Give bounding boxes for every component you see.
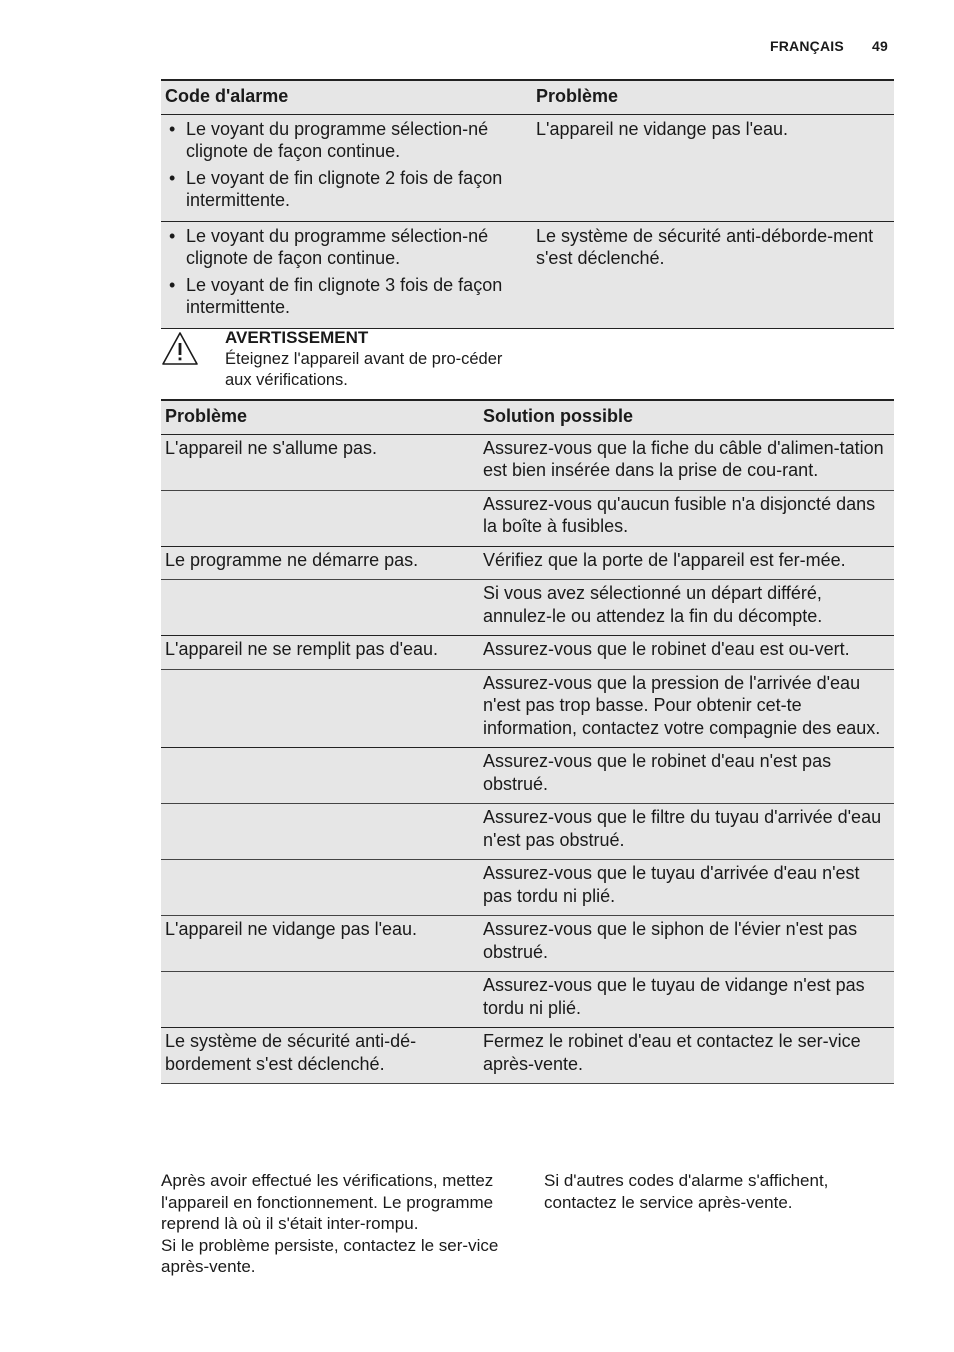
list-item: • Le voyant du programme sélection-né clignote de façon continue.: [165, 118, 528, 163]
solution-cell: Assurez-vous que le robinet d'eau n'est pas obstrué.: [479, 748, 894, 804]
table-row: [161, 1028, 894, 1084]
table-row: [161, 804, 894, 860]
column-header-problem: Problème: [532, 80, 894, 114]
problem-cell: [161, 580, 479, 636]
alarm-code-cell: [161, 221, 532, 328]
table-row: [161, 636, 894, 670]
table-row: [161, 972, 894, 1028]
table-row: [161, 669, 894, 748]
table-row: [161, 580, 894, 636]
column-header-solution: Solution possible: [479, 400, 894, 434]
list-item: • Le voyant de fin clignote 3 fois de façon intermittente.: [165, 274, 528, 319]
problem-cell: [161, 490, 479, 546]
problem-cell: L'appareil ne s'allume pas.: [161, 434, 479, 490]
solution-cell: Assurez-vous que le filtre du tuyau d'arrivée d'eau n'est pas obstrué.: [479, 804, 894, 860]
page-number: 49: [872, 38, 888, 54]
column-header-alarm-code: Code d'alarme: [161, 80, 532, 114]
problem-cell: Le système de sécurité anti-déborde-ment s'est déclenché.: [532, 221, 894, 328]
problem-cell: Le système de sécurité anti-dé-bordement s'est déclenché.: [161, 1028, 479, 1084]
table-row: [161, 114, 894, 221]
solution-cell: Vérifiez que la porte de l'appareil est fer-mée.: [479, 546, 894, 580]
footer-left-text: [161, 1170, 521, 1278]
paragraph: Si d'autres codes d'alarme s'affichent, contactez le service après-vente.: [544, 1171, 829, 1212]
table-row: [161, 221, 894, 328]
column-header-problem: Problème: [161, 400, 479, 434]
page-header: [770, 38, 888, 54]
solution-cell: Assurez-vous que la fiche du câble d'alimen-tation est bien insérée dans la prise de cou-rant.: [479, 434, 894, 490]
problem-cell: [161, 860, 479, 916]
solution-cell: Fermez le robinet d'eau et contactez le ser-vice après-vente.: [479, 1028, 894, 1084]
problem-cell: L'appareil ne se remplit pas d'eau.: [161, 636, 479, 670]
problem-cell: [161, 804, 479, 860]
list-item: • Le voyant du programme sélection-né clignote de façon continue.: [165, 225, 528, 270]
solution-cell: Assurez-vous que le tuyau de vidange n'est pas tordu ni plié.: [479, 972, 894, 1028]
troubleshooting-table: [161, 399, 894, 1084]
table-row: [161, 490, 894, 546]
paragraph: Si le problème persiste, contactez le ser-vice après-vente.: [161, 1235, 499, 1276]
table-row: [161, 434, 894, 490]
alarm-code-table: [161, 79, 894, 329]
table-row: [161, 546, 894, 580]
alarm-code-cell: [161, 114, 532, 221]
footer-right-text: [544, 1170, 894, 1213]
problem-cell: [161, 748, 479, 804]
solution-cell: Assurez-vous que le robinet d'eau est ou-vert.: [479, 636, 894, 670]
list-item: • Le voyant de fin clignote 2 fois de façon intermittente.: [165, 167, 528, 212]
problem-cell: [161, 669, 479, 748]
warning-text: Éteignez l'appareil avant de pro-céder aux vérifications.: [225, 350, 503, 389]
warning-title: AVERTISSEMENT: [225, 328, 369, 347]
table-row: [161, 860, 894, 916]
warning-box: [161, 328, 521, 394]
section-title: FRANÇAIS: [769, 38, 844, 54]
warning-triangle-icon: [161, 331, 199, 367]
solution-cell: Assurez-vous qu'aucun fusible n'a disjoncté dans la boîte à fusibles.: [479, 490, 894, 546]
problem-cell: Le programme ne démarre pas.: [161, 546, 479, 580]
paragraph: Après avoir effectué les vérifications, mettez l'appareil en fonctionnement. Le programme reprend là où il s'était inter-rompu.: [161, 1171, 494, 1233]
problem-cell: [161, 972, 479, 1028]
solution-cell: Assurez-vous que le siphon de l'évier n'est pas obstrué.: [479, 916, 894, 972]
table-row: [161, 748, 894, 804]
solution-cell: Si vous avez sélectionné un départ différé, annulez-le ou attendez la fin du décompte.: [479, 580, 894, 636]
solution-cell: Assurez-vous que la pression de l'arrivée d'eau n'est pas trop basse. Pour obtenir cet-te information, contactez votre compagnie des eaux.: [479, 669, 894, 748]
table-row: [161, 916, 894, 972]
problem-cell: L'appareil ne vidange pas l'eau.: [532, 114, 894, 221]
problem-cell: L'appareil ne vidange pas l'eau.: [161, 916, 479, 972]
solution-cell: Assurez-vous que le tuyau d'arrivée d'eau n'est pas tordu ni plié.: [479, 860, 894, 916]
